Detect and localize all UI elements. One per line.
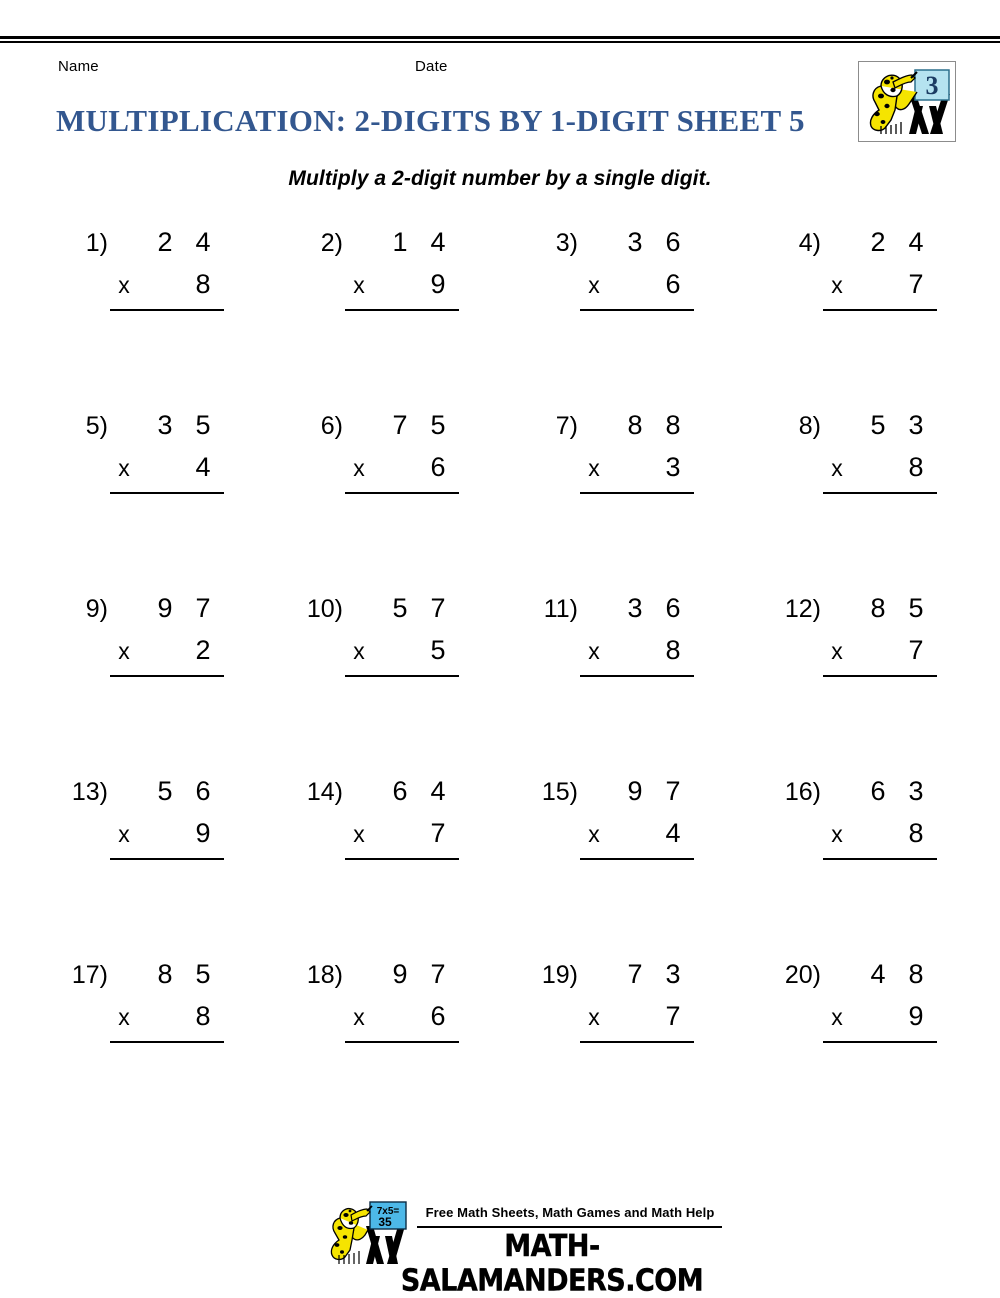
page-title: MULTIPLICATION: 2-DIGITS BY 1-DIGIT SHEET 5 xyxy=(56,103,805,138)
multiplicand-tens-digit: 9 xyxy=(392,959,408,989)
multiplicand-ones-digit: 6 xyxy=(665,593,681,623)
problem-item[interactable] xyxy=(532,224,762,324)
problem-number: 6) xyxy=(320,412,343,440)
multiply-operator: x xyxy=(831,1004,843,1030)
multiply-operator: x xyxy=(353,272,365,298)
problem-number: 2) xyxy=(320,229,343,257)
problem-item[interactable] xyxy=(775,407,1000,507)
answer-line[interactable] xyxy=(580,1041,694,1043)
problem-row xyxy=(0,590,1000,773)
problem-row xyxy=(0,407,1000,590)
multiplier-digit: 2 xyxy=(195,635,211,665)
multiplier-digit: 7 xyxy=(908,269,924,299)
problem-row xyxy=(0,956,1000,1139)
problems-grid xyxy=(0,224,1000,1139)
multiply-operator: x xyxy=(353,638,365,664)
multiplicand-tens-digit: 4 xyxy=(870,959,886,989)
multiplicand-tens-digit: 7 xyxy=(627,959,643,989)
problem-number: 3) xyxy=(555,229,578,257)
problem-item[interactable] xyxy=(775,590,1000,690)
multiply-operator: x xyxy=(353,455,365,481)
header-logo-box xyxy=(858,61,956,142)
date-label: Date xyxy=(415,58,448,75)
multiplier-digit: 4 xyxy=(665,818,681,848)
multiplier-digit: 9 xyxy=(195,818,211,848)
problem-number: 17) xyxy=(71,961,108,989)
problem-item[interactable] xyxy=(62,956,292,1056)
problem-item[interactable] xyxy=(775,773,1000,873)
problem-item[interactable] xyxy=(62,224,292,324)
multiplicand-ones-digit: 8 xyxy=(908,959,924,989)
multiplier-digit: 5 xyxy=(430,635,446,665)
answer-line[interactable] xyxy=(580,492,694,494)
page-subtitle: Multiply a 2-digit number by a single digit. xyxy=(288,167,712,190)
answer-line[interactable] xyxy=(345,492,459,494)
multiplier-digit: 7 xyxy=(430,818,446,848)
problem-item[interactable] xyxy=(297,956,527,1056)
multiplicand-ones-digit: 5 xyxy=(195,410,211,440)
answer-line[interactable] xyxy=(345,1041,459,1043)
answer-line[interactable] xyxy=(823,1041,937,1043)
answer-line[interactable] xyxy=(580,858,694,860)
problem-item[interactable] xyxy=(297,224,527,324)
answer-line[interactable] xyxy=(110,492,224,494)
multiplicand-ones-digit: 7 xyxy=(430,959,446,989)
multiplier-digit: 6 xyxy=(665,269,681,299)
problem-number: 20) xyxy=(784,961,821,989)
multiplicand-tens-digit: 5 xyxy=(392,593,408,623)
problem-item[interactable] xyxy=(775,956,1000,1056)
multiplicand-ones-digit: 5 xyxy=(430,410,446,440)
divider-thin-line xyxy=(0,41,1000,43)
multiplier-digit: 6 xyxy=(430,1001,446,1031)
multiplicand-tens-digit: 9 xyxy=(627,776,643,806)
problem-number: 7) xyxy=(555,412,578,440)
multiplier-digit: 4 xyxy=(195,452,211,482)
multiplier-digit: 6 xyxy=(430,452,446,482)
answer-line[interactable] xyxy=(823,675,937,677)
problem-number: 16) xyxy=(784,778,821,806)
multiply-operator: x xyxy=(118,455,130,481)
multiplicand-ones-digit: 3 xyxy=(908,776,924,806)
divider-thick-line xyxy=(0,36,1000,39)
multiplicand-tens-digit: 3 xyxy=(157,410,173,440)
problem-number: 4) xyxy=(798,229,821,257)
multiply-operator: x xyxy=(831,455,843,481)
multiplicand-ones-digit: 3 xyxy=(908,410,924,440)
multiplier-digit: 8 xyxy=(665,635,681,665)
board-text-bottom: 35 xyxy=(378,1215,392,1229)
multiply-operator: x xyxy=(353,821,365,847)
multiplier-digit: 8 xyxy=(908,818,924,848)
multiplier-digit: 8 xyxy=(195,269,211,299)
problem-number: 5) xyxy=(85,412,108,440)
multiply-operator: x xyxy=(353,1004,365,1030)
board-number-text: 3 xyxy=(925,71,939,100)
problem-item[interactable] xyxy=(297,773,527,873)
answer-line[interactable] xyxy=(110,675,224,677)
footer-site-url[interactable]: MATH-SALAMANDERS.COM xyxy=(400,1229,704,1298)
multiplicand-ones-digit: 4 xyxy=(430,776,446,806)
multiplicand-tens-digit: 5 xyxy=(870,410,886,440)
multiplicand-ones-digit: 7 xyxy=(665,776,681,806)
answer-line[interactable] xyxy=(580,309,694,311)
multiplicand-ones-digit: 4 xyxy=(195,227,211,257)
multiplier-digit: 9 xyxy=(908,1001,924,1031)
multiplier-digit: 9 xyxy=(430,269,446,299)
multiplicand-ones-digit: 4 xyxy=(430,227,446,257)
problem-number: 18) xyxy=(306,961,343,989)
problem-number: 8) xyxy=(798,412,821,440)
name-label: Name xyxy=(58,58,99,75)
answer-line[interactable] xyxy=(823,492,937,494)
multiplicand-tens-digit: 8 xyxy=(627,410,643,440)
multiplicand-ones-digit: 7 xyxy=(430,593,446,623)
answer-line[interactable] xyxy=(345,675,459,677)
multiplicand-tens-digit: 6 xyxy=(392,776,408,806)
salamander-teacher-icon xyxy=(859,62,955,141)
problem-number: 19) xyxy=(541,961,578,989)
multiplicand-ones-digit: 6 xyxy=(195,776,211,806)
multiplier-digit: 3 xyxy=(665,452,681,482)
multiplicand-tens-digit: 6 xyxy=(870,776,886,806)
multiply-operator: x xyxy=(831,821,843,847)
multiplicand-tens-digit: 3 xyxy=(627,593,643,623)
answer-line[interactable] xyxy=(823,309,937,311)
problem-item[interactable] xyxy=(297,407,527,507)
multiplier-digit: 8 xyxy=(195,1001,211,1031)
footer-tagline: Free Math Sheets, Math Games and Math Help xyxy=(425,1205,715,1220)
problem-item[interactable] xyxy=(532,956,762,1056)
multiply-operator: x xyxy=(588,455,600,481)
multiply-operator: x xyxy=(588,638,600,664)
board-text-top: 7x5= xyxy=(376,1206,400,1217)
problem-item[interactable] xyxy=(532,773,762,873)
multiply-operator: x xyxy=(118,638,130,664)
multiply-operator: x xyxy=(588,821,600,847)
multiply-operator: x xyxy=(118,1004,130,1030)
multiplicand-tens-digit: 3 xyxy=(627,227,643,257)
multiplier-digit: 8 xyxy=(908,452,924,482)
problem-item[interactable] xyxy=(62,773,292,873)
student-meta-row xyxy=(58,58,818,80)
problem-item[interactable] xyxy=(62,590,292,690)
problem-item[interactable] xyxy=(532,407,762,507)
multiplicand-ones-digit: 4 xyxy=(908,227,924,257)
multiplier-digit: 7 xyxy=(665,1001,681,1031)
multiplicand-ones-digit: 8 xyxy=(665,410,681,440)
problem-item[interactable] xyxy=(775,224,1000,324)
problem-number: 9) xyxy=(85,595,108,623)
problem-number: 11) xyxy=(543,595,578,623)
multiplicand-tens-digit: 2 xyxy=(157,227,173,257)
answer-line[interactable] xyxy=(345,309,459,311)
multiplicand-ones-digit: 6 xyxy=(665,227,681,257)
multiply-operator: x xyxy=(118,272,130,298)
answer-line[interactable] xyxy=(110,1041,224,1043)
problem-number: 15) xyxy=(541,778,578,806)
answer-line[interactable] xyxy=(345,858,459,860)
answer-line[interactable] xyxy=(580,675,694,677)
footer-divider xyxy=(417,1226,722,1228)
multiplicand-tens-digit: 1 xyxy=(392,227,408,257)
problem-item[interactable] xyxy=(297,590,527,690)
problem-number: 10) xyxy=(306,595,343,623)
multiply-operator: x xyxy=(831,638,843,664)
multiplicand-ones-digit: 7 xyxy=(195,593,211,623)
multiply-operator: x xyxy=(118,821,130,847)
answer-line[interactable] xyxy=(823,858,937,860)
footer xyxy=(322,1198,722,1298)
multiplicand-tens-digit: 8 xyxy=(157,959,173,989)
multiplicand-ones-digit: 5 xyxy=(908,593,924,623)
multiplicand-ones-digit: 3 xyxy=(665,959,681,989)
multiplicand-tens-digit: 7 xyxy=(392,410,408,440)
problem-number: 14) xyxy=(306,778,343,806)
problem-number: 12) xyxy=(784,595,821,623)
answer-line[interactable] xyxy=(110,858,224,860)
multiplicand-ones-digit: 5 xyxy=(195,959,211,989)
problem-row xyxy=(0,773,1000,956)
problem-item[interactable] xyxy=(532,590,762,690)
top-divider-rule xyxy=(0,36,1000,43)
problem-number: 1) xyxy=(85,229,108,257)
multiply-operator: x xyxy=(831,272,843,298)
multiply-operator: x xyxy=(588,1004,600,1030)
problem-item[interactable] xyxy=(62,407,292,507)
multiplicand-tens-digit: 5 xyxy=(157,776,173,806)
answer-line[interactable] xyxy=(110,309,224,311)
multiply-operator: x xyxy=(588,272,600,298)
multiplier-digit: 7 xyxy=(908,635,924,665)
problem-number: 13) xyxy=(71,778,108,806)
multiplicand-tens-digit: 9 xyxy=(157,593,173,623)
multiplicand-tens-digit: 8 xyxy=(870,593,886,623)
problem-row xyxy=(0,224,1000,407)
multiplicand-tens-digit: 2 xyxy=(870,227,886,257)
